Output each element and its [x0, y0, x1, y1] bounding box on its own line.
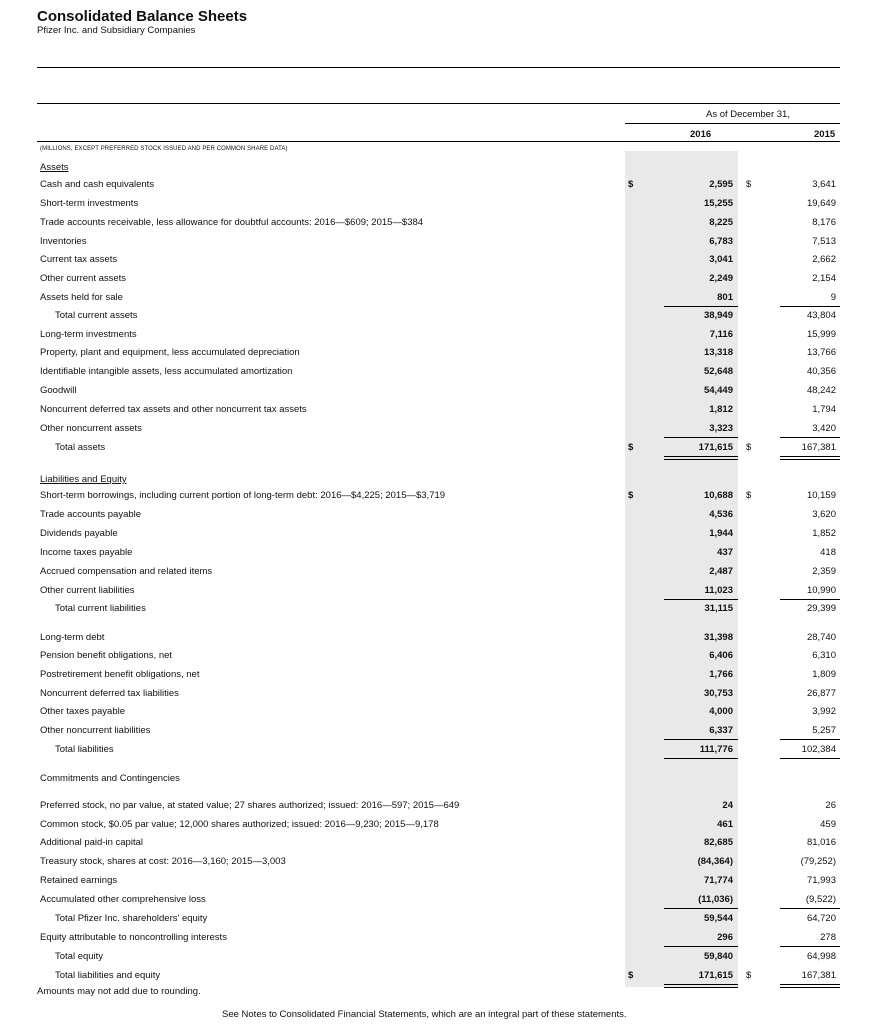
value-2015: 40,356	[806, 366, 836, 377]
table-row	[0, 875, 891, 889]
value-2016: 6,406	[709, 650, 733, 661]
table-row	[0, 442, 891, 456]
table-row	[0, 970, 891, 984]
row-label: Accumulated other comprehensive loss	[40, 894, 206, 905]
row-label: Property, plant and equipment, less accumulated depreciation	[40, 347, 300, 358]
row-label: Noncurrent deferred tax assets and other noncurrent tax assets	[40, 404, 307, 415]
value-2016: 13,318	[703, 347, 733, 358]
value-2016: 24	[722, 800, 733, 811]
row-label: Accrued compensation and related items	[40, 566, 213, 577]
value-2015: 7,513	[812, 236, 836, 247]
value-2015: 13,766	[806, 347, 836, 358]
table-row	[0, 547, 891, 561]
row-label: Total equity	[55, 951, 104, 962]
subtotal-rule	[780, 437, 840, 438]
row-label: Cash and cash equivalents	[40, 179, 155, 190]
value-2015: 102,384	[801, 744, 836, 755]
row-label: Postretirement benefit obligations, net	[40, 669, 200, 680]
table-row	[0, 856, 891, 870]
value-2015: 2,662	[812, 254, 836, 265]
statement-title: Consolidated Balance Sheets	[37, 8, 248, 25]
table-row	[0, 913, 891, 927]
value-2016: 4,536	[709, 509, 733, 520]
value-2015: 81,016	[806, 837, 836, 848]
value-2015: 3,420	[812, 423, 836, 434]
value-2016: 8,225	[709, 217, 733, 228]
table-row	[0, 932, 891, 946]
table-row	[0, 819, 891, 833]
table-row	[0, 566, 891, 580]
table-row	[0, 385, 891, 399]
value-2016: 31,398	[703, 632, 733, 643]
value-2015: 64,720	[806, 913, 836, 924]
rounding-note: Amounts may not add due to rounding.	[37, 986, 201, 997]
total-double-rule	[780, 456, 840, 460]
row-label: Total current liabilities	[55, 603, 146, 614]
table-row	[0, 706, 891, 720]
table-row	[0, 329, 891, 343]
row-label: Total Pfizer Inc. shareholders' equity	[55, 913, 208, 924]
subtotal-rule	[780, 946, 840, 947]
row-label: Additional paid-in capital	[40, 837, 143, 848]
value-2015: 71,993	[806, 875, 836, 886]
section-heading	[0, 474, 891, 488]
value-2016: 2,595	[709, 179, 733, 190]
value-2015: 26	[825, 800, 836, 811]
value-2016: 15,255	[703, 198, 733, 209]
row-label: Equity attributable to noncontrolling interests	[40, 932, 227, 943]
value-2015: 9	[830, 292, 836, 303]
value-2015: (9,522)	[805, 894, 836, 905]
value-2016: 38,949	[703, 310, 733, 321]
value-2016: 3,323	[709, 423, 733, 434]
value-2016: 2,487	[709, 566, 733, 577]
value-2015: 19,649	[806, 198, 836, 209]
currency-symbol-2015: $	[746, 442, 752, 453]
subtotal-rule	[780, 908, 840, 909]
table-row	[0, 800, 891, 814]
table-row	[0, 217, 891, 231]
table-row	[0, 773, 891, 787]
value-2016: 52,648	[703, 366, 733, 377]
value-2016: 3,041	[709, 254, 733, 265]
value-2015: 29,399	[806, 603, 836, 614]
row-label: Common stock, $0.05 par value; 12,000 shares authorized; issued: 2016—9,230; 2015—9,178	[40, 819, 439, 830]
value-2016: 2,249	[709, 273, 733, 284]
value-2016: (11,036)	[698, 894, 733, 905]
value-2015: 278	[820, 932, 836, 943]
value-2016: 10,688	[703, 490, 733, 501]
subtotal-rule	[780, 758, 840, 759]
table-row	[0, 528, 891, 542]
table-row	[0, 688, 891, 702]
table-row	[0, 179, 891, 193]
value-2015: 15,999	[806, 329, 836, 340]
value-2016: 111,776	[699, 744, 733, 755]
value-2016: 31,115	[704, 603, 733, 614]
value-2015: 8,176	[812, 217, 836, 228]
table-row	[0, 951, 891, 965]
table-row	[0, 273, 891, 287]
value-2016: 11,023	[704, 585, 733, 596]
value-2015: 167,381	[801, 970, 836, 981]
statement-subtitle: Pfizer Inc. and Subsidiary Companies	[37, 25, 196, 36]
subtotal-rule	[664, 306, 738, 307]
value-2016: 1,766	[709, 669, 733, 680]
value-2016: 82,685	[703, 837, 733, 848]
value-2016: 4,000	[709, 706, 733, 717]
currency-symbol-2015: $	[746, 490, 752, 501]
value-2015: 167,381	[801, 442, 836, 453]
table-row	[0, 236, 891, 250]
value-2015: 26,877	[806, 688, 836, 699]
row-label: Other noncurrent assets	[40, 423, 142, 434]
value-2015: 5,257	[812, 725, 836, 736]
row-label: Current tax assets	[40, 254, 118, 265]
currency-symbol-2016: $	[628, 490, 634, 501]
table-row	[0, 725, 891, 739]
row-label: Long-term investments	[40, 329, 137, 340]
as-of-heading: As of December 31,	[706, 109, 790, 120]
table-row	[0, 509, 891, 523]
row-label: Other taxes payable	[40, 706, 126, 717]
row-label: Long-term debt	[40, 632, 105, 643]
table-row	[0, 366, 891, 380]
total-double-rule	[664, 984, 738, 988]
subtotal-rule	[780, 306, 840, 307]
subtotal-rule	[664, 908, 738, 909]
row-label: Other noncurrent liabilities	[40, 725, 151, 736]
table-row	[0, 292, 891, 306]
value-2015: (79,252)	[800, 856, 836, 867]
value-2015: 64,998	[806, 951, 836, 962]
value-2016: 71,774	[703, 875, 733, 886]
table-row	[0, 837, 891, 851]
currency-symbol-2016: $	[628, 970, 634, 981]
subtotal-rule	[664, 946, 738, 947]
value-2015: 2,359	[812, 566, 836, 577]
row-label: Liabilities and Equity	[40, 474, 127, 485]
table-row	[0, 669, 891, 683]
row-label: Dividends payable	[40, 528, 118, 539]
table-row	[0, 894, 891, 908]
divider	[37, 103, 840, 104]
divider	[37, 141, 840, 142]
currency-symbol-2016: $	[628, 179, 634, 190]
value-2016: 6,337	[709, 725, 733, 736]
row-label: Trade accounts receivable, less allowance for doubtful accounts: 2016—$609; 2015—$384	[40, 217, 424, 228]
table-row	[0, 490, 891, 504]
subtotal-rule	[664, 739, 738, 740]
row-label: Total liabilities	[55, 744, 114, 755]
subtotal-rule	[664, 758, 738, 759]
row-label: Assets held for sale	[40, 292, 123, 303]
value-2016: 59,840	[703, 951, 733, 962]
row-label: Income taxes payable	[40, 547, 133, 558]
row-label: Other current assets	[40, 273, 127, 284]
table-row	[0, 254, 891, 268]
subtotal-rule	[664, 437, 738, 438]
row-label: Retained earnings	[40, 875, 118, 886]
value-2015: 6,310	[812, 650, 836, 661]
section-heading	[0, 162, 891, 176]
row-label: Commitments and Contingencies	[40, 773, 180, 784]
value-2016: 171,615	[698, 970, 733, 981]
table-row	[0, 404, 891, 418]
year-2015-heading: 2015	[814, 129, 836, 140]
value-2016: 59,544	[703, 913, 733, 924]
total-double-rule	[664, 456, 738, 460]
value-2015: 418	[820, 547, 836, 558]
units-caption: (MILLIONS, EXCEPT PREFERRED STOCK ISSUED AND PER COMMON SHARE DATA)	[40, 146, 288, 152]
row-label: Preferred stock, no par value, at stated value; 27 shares authorized; issued: 2016—597; 2015—649	[40, 800, 460, 811]
footer-note: See Notes to Consolidated Financial Statements, which are an integral part of these statements.	[222, 1009, 627, 1020]
table-row	[0, 603, 891, 617]
value-2015: 2,154	[812, 273, 836, 284]
value-2015: 48,242	[806, 385, 836, 396]
value-2016: 461	[717, 819, 733, 830]
value-2016: 1,944	[709, 528, 733, 539]
value-2016: 437	[717, 547, 733, 558]
table-row	[0, 310, 891, 324]
value-2016: 171,615	[698, 442, 733, 453]
value-2015: 10,990	[806, 585, 836, 596]
value-2016: 7,116	[709, 329, 733, 340]
table-row	[0, 585, 891, 599]
year-2016-heading: 2016	[690, 129, 712, 140]
table-row	[0, 744, 891, 758]
row-label: Inventories	[40, 236, 87, 247]
row-label: Treasury stock, shares at cost: 2016—3,160; 2015—3,003	[40, 856, 286, 867]
row-label: Pension benefit obligations, net	[40, 650, 173, 661]
value-2015: 1,794	[812, 404, 836, 415]
row-label: Total current assets	[55, 310, 138, 321]
value-2015: 28,740	[806, 632, 836, 643]
row-label: Short-term borrowings, including current portion of long-term debt: 2016—$4,225; 2015—$3,719	[40, 490, 446, 501]
value-2016: 1,812	[709, 404, 733, 415]
row-label: Other current liabilities	[40, 585, 135, 596]
value-2015: 1,809	[812, 669, 836, 680]
row-label: Trade accounts payable	[40, 509, 142, 520]
value-2015: 10,159	[806, 490, 836, 501]
table-row	[0, 423, 891, 437]
subtotal-rule	[780, 599, 840, 600]
table-row	[0, 650, 891, 664]
row-label: Assets	[40, 162, 69, 173]
currency-symbol-2015: $	[746, 179, 752, 190]
subtotal-rule	[780, 739, 840, 740]
divider	[37, 67, 840, 68]
currency-symbol-2016: $	[628, 442, 634, 453]
row-label: Total assets	[55, 442, 106, 453]
value-2015: 43,804	[806, 310, 836, 321]
value-2015: 3,992	[812, 706, 836, 717]
total-double-rule	[780, 984, 840, 988]
row-label: Short-term investments	[40, 198, 139, 209]
row-label: Noncurrent deferred tax liabilities	[40, 688, 179, 699]
row-label: Total liabilities and equity	[55, 970, 161, 981]
value-2016: 30,753	[703, 688, 733, 699]
currency-symbol-2015: $	[746, 970, 752, 981]
divider	[625, 123, 840, 124]
subtotal-rule	[664, 599, 738, 600]
table-row	[0, 632, 891, 646]
row-label: Identifiable intangible assets, less accumulated amortization	[40, 366, 293, 377]
value-2015: 1,852	[812, 528, 836, 539]
value-2015: 3,620	[812, 509, 836, 520]
value-2016: 6,783	[709, 236, 733, 247]
value-2016: 296	[717, 932, 733, 943]
table-row	[0, 347, 891, 361]
value-2016: 801	[717, 292, 733, 303]
value-2016: 54,449	[703, 385, 733, 396]
table-row	[0, 198, 891, 212]
value-2015: 459	[820, 819, 836, 830]
value-2016: (84,364)	[697, 856, 733, 867]
value-2015: 3,641	[812, 179, 836, 190]
row-label: Goodwill	[40, 385, 77, 396]
